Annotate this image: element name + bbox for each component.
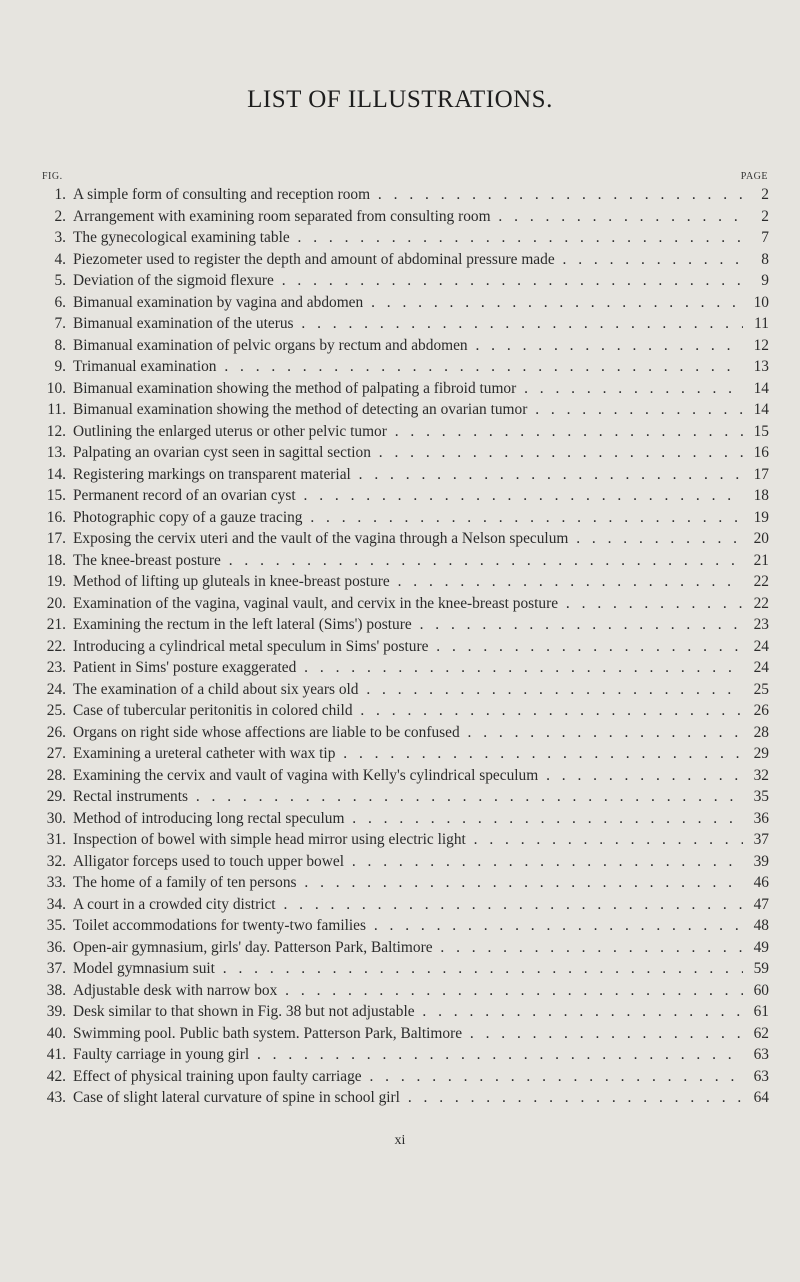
figure-number: 10. xyxy=(46,379,66,397)
list-item xyxy=(0,206,800,228)
figure-number: 20. xyxy=(46,594,66,612)
list-item xyxy=(0,507,800,529)
page-reference: 60 xyxy=(743,980,769,1002)
figure-caption: The gynecological examining table . . . xyxy=(73,227,754,249)
figure-number: 5. xyxy=(54,272,66,289)
list-item xyxy=(0,980,800,1002)
figure-caption: The knee-breast posture . . . xyxy=(73,550,754,572)
list-item xyxy=(0,378,800,400)
list-item xyxy=(0,1023,800,1045)
figure-number: 39. xyxy=(46,1003,66,1020)
figure-caption: Model gymnasium suit . . . xyxy=(73,958,754,980)
list-item xyxy=(0,1044,800,1066)
list-item xyxy=(0,593,800,615)
page-reference: 63 xyxy=(743,1044,769,1066)
figure-caption: Piezometer used to register the depth and amount of abdominal pressure made . . . xyxy=(73,249,754,271)
figure-number: 37. xyxy=(46,960,66,977)
figure-caption: Examining a ureteral catheter with wax tip . . . xyxy=(73,743,754,765)
list-item xyxy=(0,292,800,314)
figure-number: 27. xyxy=(46,745,66,762)
figure-caption: Permanent record of an ovarian cyst . . . xyxy=(73,485,754,507)
page-reference: 22 xyxy=(743,593,769,615)
page-reference: 39 xyxy=(743,851,769,873)
figure-number: 30. xyxy=(46,809,66,827)
figure-caption: Method of lifting up gluteals in knee-breast posture . . . xyxy=(73,571,754,593)
figure-caption: Case of slight lateral curvature of spine in school girl . . . xyxy=(73,1087,754,1109)
figure-caption: Outlining the enlarged uterus or other pelvic tumor . . . xyxy=(73,421,754,443)
page-reference: 32 xyxy=(743,765,769,787)
figure-caption: Registering markings on transparent material . . . xyxy=(73,464,754,486)
page-reference: 64 xyxy=(743,1087,769,1109)
page-title: LIST OF ILLUSTRATIONS. xyxy=(247,86,553,113)
figure-caption: Trimanual examination . . . xyxy=(73,356,754,378)
figure-number: 24. xyxy=(46,680,66,698)
page-reference: 18 xyxy=(743,485,769,507)
page-number: xi xyxy=(394,1133,406,1148)
figure-number: 29. xyxy=(46,788,66,805)
list-item xyxy=(0,894,800,916)
list-item xyxy=(0,700,800,722)
page-reference: 13 xyxy=(743,356,769,378)
page-reference: 63 xyxy=(743,1066,769,1088)
figure-number: 17. xyxy=(46,530,66,547)
figure-caption: Desk similar to that shown in Fig. 38 but not adjustable . . . xyxy=(73,1001,754,1023)
figure-number: 15. xyxy=(46,487,66,504)
page-reference: 7 xyxy=(743,227,769,249)
page-reference: 49 xyxy=(743,937,769,959)
figure-caption: Bimanual examination of pelvic organs by rectum and abdomen . . . xyxy=(73,335,754,357)
figure-number: 43. xyxy=(46,1089,66,1106)
figure-number: 22. xyxy=(46,637,66,655)
figure-number: 35. xyxy=(46,917,66,934)
figure-caption: Organs on right side whose affections are liable to be confused . . . xyxy=(73,722,754,744)
figure-caption: Toilet accommodations for twenty-two families . . . xyxy=(73,915,754,937)
list-item xyxy=(0,335,800,357)
list-item xyxy=(0,313,800,335)
figure-caption: Patient in Sims' posture exaggerated . . . xyxy=(73,657,754,679)
list-item xyxy=(0,1087,800,1109)
figure-number: 16. xyxy=(46,508,66,526)
list-item xyxy=(0,722,800,744)
figure-caption: Examining the rectum in the left lateral (Sims') posture . . . xyxy=(73,614,754,636)
figure-caption: Palpating an ovarian cyst seen in sagittal section . . . xyxy=(73,442,754,464)
list-item xyxy=(0,227,800,249)
page-reference: 8 xyxy=(743,249,769,271)
page-reference: 15 xyxy=(743,421,769,443)
figure-number: 11. xyxy=(47,401,66,418)
page-reference: 2 xyxy=(743,184,769,206)
list-item xyxy=(0,657,800,679)
figure-caption: Examining the cervix and vault of vagina with Kelly's cylindrical speculum . . . xyxy=(73,765,754,787)
page-reference: 24 xyxy=(743,636,769,658)
list-item xyxy=(0,679,800,701)
figure-caption: Photographic copy of a gauze tracing . . . xyxy=(73,507,754,529)
page-reference: 23 xyxy=(743,614,769,636)
list-item xyxy=(0,829,800,851)
figure-caption: Arrangement with examining room separated from consulting room . . . xyxy=(73,206,754,228)
page-reference: 28 xyxy=(743,722,769,744)
figure-caption: Deviation of the sigmoid flexure . . . xyxy=(73,270,754,292)
figure-caption: Exposing the cervix uteri and the vault of the vagina through a Nelson speculum . . . xyxy=(73,528,754,550)
list-item xyxy=(0,270,800,292)
page-reference: 21 xyxy=(743,550,769,572)
figure-caption: Introducing a cylindrical metal speculum in Sims' posture . . . xyxy=(73,636,754,658)
figure-caption: Swimming pool. Public bath system. Patterson Park, Baltimore . . . xyxy=(73,1023,754,1045)
figure-caption: Rectal instruments . . . xyxy=(73,786,754,808)
figure-number: 13. xyxy=(46,444,66,461)
figure-number: 34. xyxy=(46,895,66,913)
page-reference: 59 xyxy=(743,958,769,980)
page-reference: 2 xyxy=(743,206,769,228)
list-item xyxy=(0,1001,800,1023)
page-column-header: PAGE xyxy=(740,171,768,182)
figure-number: 7. xyxy=(54,315,66,332)
page-reference: 12 xyxy=(743,335,769,357)
figure-caption: Alligator forceps used to touch upper bowel . . . xyxy=(73,851,754,873)
figure-number: 42. xyxy=(46,1067,66,1085)
list-item xyxy=(0,937,800,959)
illustrations-list xyxy=(0,184,800,1109)
figure-column-header: FIG. xyxy=(42,171,63,182)
figure-caption: Adjustable desk with narrow box . . . xyxy=(73,980,754,1002)
figure-number: 23. xyxy=(46,659,66,676)
list-item xyxy=(0,485,800,507)
figure-number: 19. xyxy=(46,573,66,590)
figure-number: 4. xyxy=(54,250,66,268)
page-reference: 20 xyxy=(743,528,769,550)
list-item xyxy=(0,958,800,980)
list-item xyxy=(0,808,800,830)
figure-number: 9. xyxy=(54,358,66,375)
list-item xyxy=(0,528,800,550)
page-reference: 46 xyxy=(743,872,769,894)
page-reference: 35 xyxy=(743,786,769,808)
figure-number: 2. xyxy=(54,207,66,225)
page-reference: 11 xyxy=(743,313,769,335)
figure-number: 8. xyxy=(54,336,66,354)
figure-caption: Inspection of bowel with simple head mirror using electric light . . . xyxy=(73,829,754,851)
list-item xyxy=(0,851,800,873)
page-reference: 22 xyxy=(743,571,769,593)
list-item xyxy=(0,1066,800,1088)
figure-caption: Examination of the vagina, vaginal vault, and cervix in the knee-breast posture . . . xyxy=(73,593,754,615)
page-reference: 26 xyxy=(743,700,769,722)
figure-caption: Faulty carriage in young girl . . . xyxy=(73,1044,754,1066)
figure-number: 33. xyxy=(46,874,66,891)
list-item xyxy=(0,872,800,894)
figure-number: 28. xyxy=(46,766,66,784)
figure-number: 12. xyxy=(46,422,66,440)
list-item xyxy=(0,184,800,206)
page-reference: 61 xyxy=(743,1001,769,1023)
list-item xyxy=(0,464,800,486)
figure-number: 21. xyxy=(46,616,66,633)
figure-number: 25. xyxy=(46,702,66,719)
figure-number: 26. xyxy=(46,723,66,741)
figure-number: 18. xyxy=(46,551,66,569)
figure-caption: Bimanual examination showing the method of palpating a fibroid tumor . . . xyxy=(73,378,754,400)
figure-caption: Bimanual examination showing the method of detecting an ovarian tumor . . . xyxy=(73,399,754,421)
page-reference: 10 xyxy=(743,292,769,314)
figure-number: 40. xyxy=(46,1024,66,1042)
list-item xyxy=(0,614,800,636)
list-item xyxy=(0,550,800,572)
figure-number: 6. xyxy=(54,293,66,311)
figure-caption: Method of introducing long rectal speculum . . . xyxy=(73,808,754,830)
list-item xyxy=(0,421,800,443)
figure-number: 36. xyxy=(46,938,66,956)
list-item xyxy=(0,356,800,378)
list-item xyxy=(0,743,800,765)
page-reference: 24 xyxy=(743,657,769,679)
page-reference: 62 xyxy=(743,1023,769,1045)
figure-number: 32. xyxy=(46,852,66,870)
figure-caption: Effect of physical training upon faulty carriage . . . xyxy=(73,1066,754,1088)
list-item xyxy=(0,915,800,937)
figure-number: 14. xyxy=(46,465,66,483)
figure-caption: The home of a family of ten persons . . . xyxy=(73,872,754,894)
list-item xyxy=(0,571,800,593)
page-reference: 36 xyxy=(743,808,769,830)
page-reference: 14 xyxy=(743,399,769,421)
page-reference: 9 xyxy=(743,270,769,292)
list-item xyxy=(0,399,800,421)
list-item xyxy=(0,442,800,464)
list-item xyxy=(0,636,800,658)
page-reference: 16 xyxy=(743,442,769,464)
page-reference: 47 xyxy=(743,894,769,916)
list-item xyxy=(0,765,800,787)
figure-caption: Bimanual examination by vagina and abdomen . . . xyxy=(73,292,754,314)
figure-caption: A court in a crowded city district . . . xyxy=(73,894,754,916)
figure-caption: A simple form of consulting and reception room . . . xyxy=(73,184,754,206)
figure-caption: Open-air gymnasium, girls' day. Patterson Park, Baltimore . . . xyxy=(73,937,754,959)
figure-caption: The examination of a child about six years old . . . xyxy=(73,679,754,701)
list-item xyxy=(0,249,800,271)
figure-number: 38. xyxy=(46,981,66,999)
figure-caption: Bimanual examination of the uterus . . . xyxy=(73,313,754,335)
page-reference: 48 xyxy=(743,915,769,937)
figure-caption: Case of tubercular peritonitis in colored child . . . xyxy=(73,700,754,722)
page-reference: 37 xyxy=(743,829,769,851)
figure-number: 1. xyxy=(54,186,66,203)
page-reference: 17 xyxy=(743,464,769,486)
page-reference: 19 xyxy=(743,507,769,529)
list-item xyxy=(0,786,800,808)
figure-number: 31. xyxy=(46,831,66,848)
figure-number: 41. xyxy=(46,1046,66,1063)
page-reference: 29 xyxy=(743,743,769,765)
figure-number: 3. xyxy=(54,229,66,246)
page-reference: 25 xyxy=(743,679,769,701)
page-reference: 14 xyxy=(743,378,769,400)
